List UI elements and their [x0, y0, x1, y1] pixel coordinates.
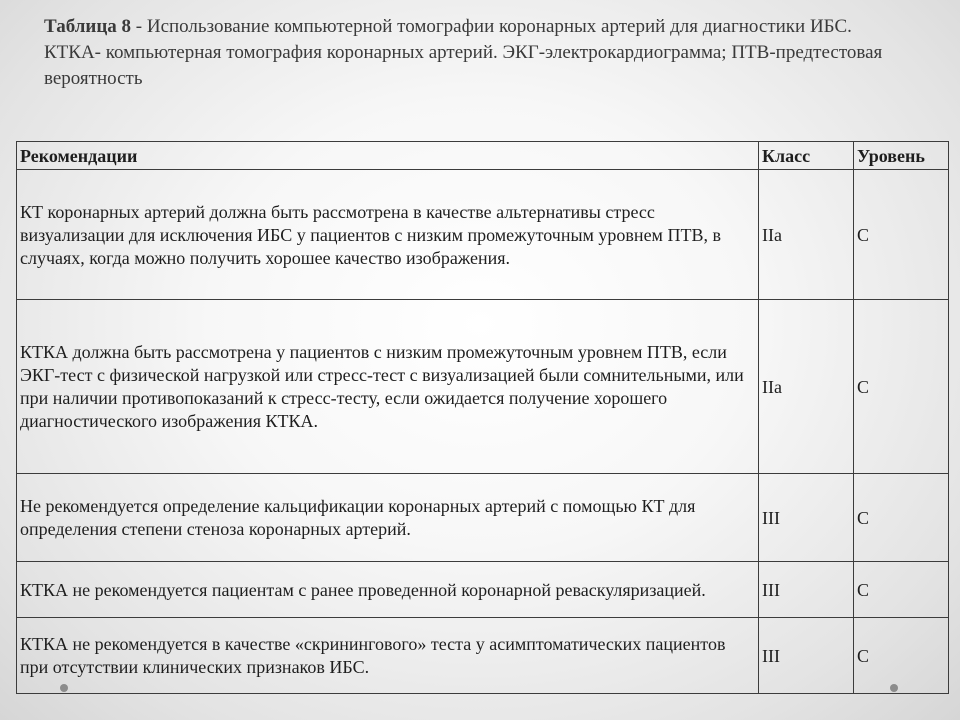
table-row	[17, 300, 949, 474]
slide-nav-dot-left[interactable]	[60, 684, 68, 692]
table-title: - Использование компьютерной томографии коронарных артерий для диагностики ИБС.	[131, 16, 852, 37]
level-cell: C	[854, 170, 949, 300]
class-cell: IIa	[759, 170, 854, 300]
table-row	[17, 474, 949, 562]
class-cell: III	[759, 474, 854, 562]
recommendation-cell: Не рекомендуется определение кальцификации коронарных артерий с помощью КТ для определения степени стеноза коронарных артерий.	[17, 474, 759, 562]
table-row	[17, 562, 949, 618]
header-level: Уровень	[854, 142, 949, 170]
table-row	[17, 618, 949, 694]
level-cell: C	[854, 618, 949, 694]
table-label: Таблица 8	[44, 16, 132, 37]
table-header-row	[17, 142, 949, 170]
header-recommendations: Рекомендации	[17, 142, 759, 170]
table-caption	[44, 14, 924, 92]
slide-nav-dot-right[interactable]	[890, 684, 898, 692]
class-cell: III	[759, 618, 854, 694]
class-cell: III	[759, 562, 854, 618]
recommendation-cell: КТ коронарных артерий должна быть рассмотрена в качестве альтернативы стресс визуализации для исключения ИБС у пациентов с низким промежуточным уровнем ПТВ, в случаях, когда можно получить хорошее качество изображения.	[17, 170, 759, 300]
level-cell: C	[854, 300, 949, 474]
table-row	[17, 170, 949, 300]
abbreviations-note: КТКА- компьютерная томография коронарных артерий. ЭКГ-электрокардиограмма; ПТВ-предтестовая вероятность	[44, 42, 883, 89]
level-cell: C	[854, 562, 949, 618]
recommendation-cell: КТКА не рекомендуется пациентам с ранее проведенной коронарной реваскуляризацией.	[17, 562, 759, 618]
recommendation-cell: КТКА должна быть рассмотрена у пациентов с низким промежуточным уровнем ПТВ, если ЭКГ-тест с физической нагрузкой или стресс-тест с визуализацией были сомнительными, или при наличии противопоказаний к стресс-тесту, если ожидается получение хорошего диагностического изображения КТКА.	[17, 300, 759, 474]
recommendations-table	[16, 141, 949, 694]
level-cell: C	[854, 474, 949, 562]
class-cell: IIa	[759, 300, 854, 474]
recommendation-cell: КТКА не рекомендуется в качестве «скринингового» теста у асимптоматических пациентов при отсутствии клинических признаков ИБС.	[17, 618, 759, 694]
header-class: Класс	[759, 142, 854, 170]
